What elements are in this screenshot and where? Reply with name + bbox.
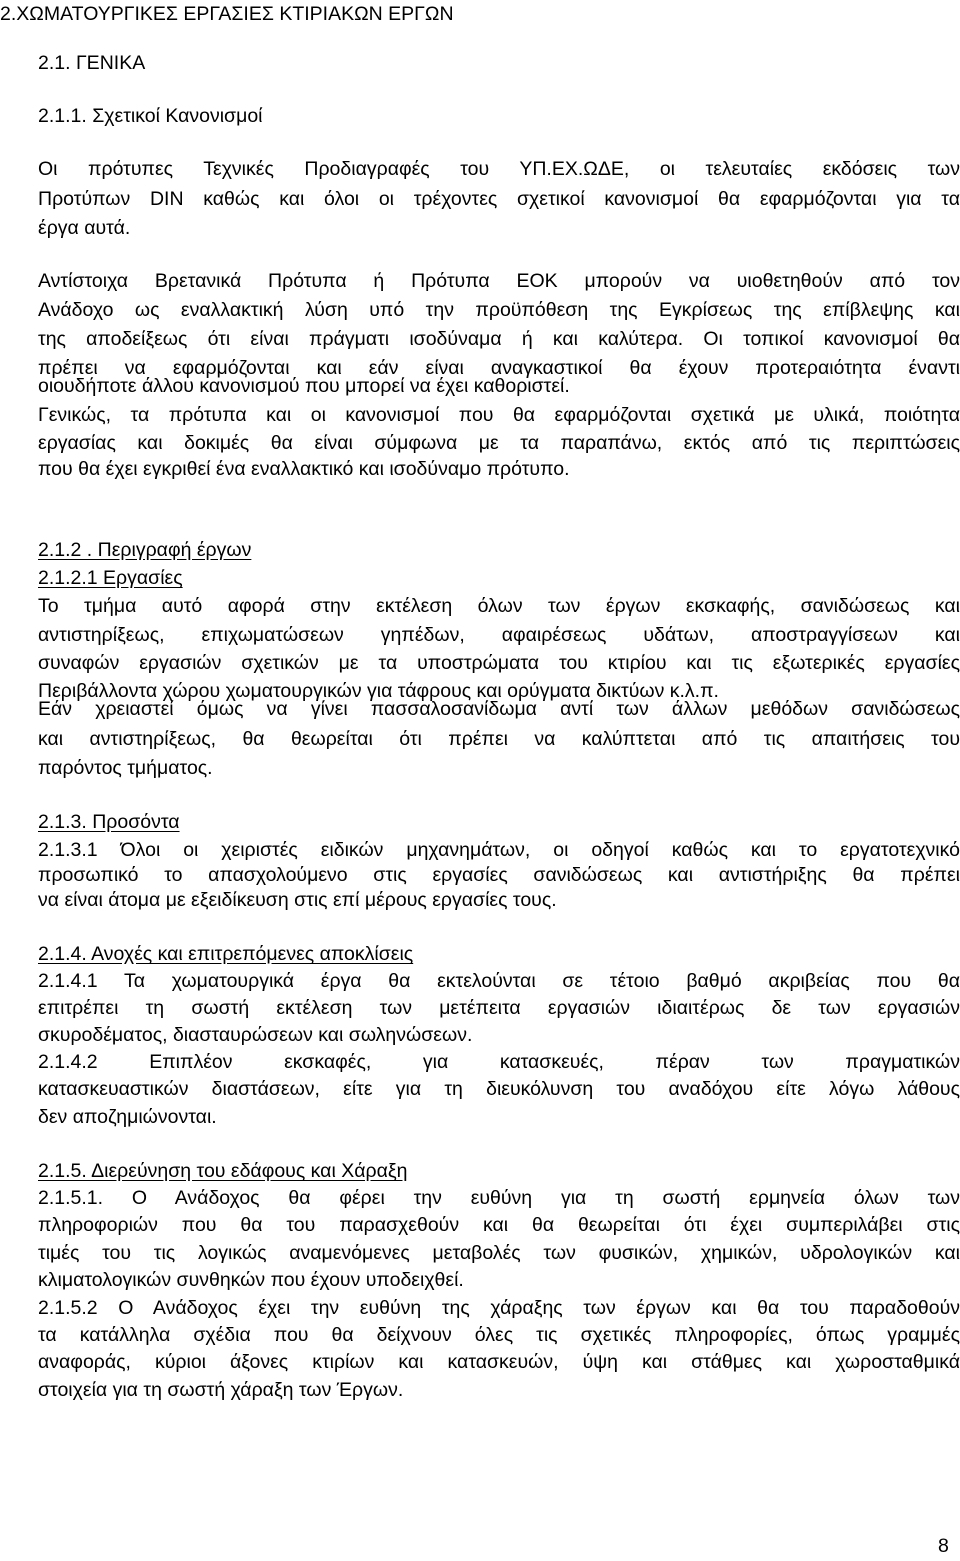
body-line: αναφοράς, κύριοι άξονες κτιρίων και κατασκευών, ύψη και στάθμες και χωροσταθμικά bbox=[38, 1351, 960, 1373]
body-line: παρόντος τμήματος. bbox=[38, 757, 213, 779]
body-line: Αντίστοιχα Βρετανικά Πρότυπα ή Πρότυπα ΕΟΚ μπορούν να υιοθετηθούν από τον bbox=[38, 270, 960, 292]
subsection-heading: 2.1.2 . Περιγραφή έργων bbox=[38, 539, 252, 561]
body-line: τιμές του τις λογικώς αναμενόμενες μεταβολές των φυσικών, χημικών, υδρολογικών και bbox=[38, 1242, 960, 1264]
body-line: 2.1.5.2 Ο Ανάδοχος έχει την ευθύνη της χάραξης των έργων και θα του παραδοθούν bbox=[38, 1297, 960, 1319]
body-line: στοιχεία για τη σωστή χάραξη των Έργων. bbox=[38, 1379, 404, 1401]
subsection-heading: 2.1.5. Διερεύνηση του εδάφους και Χάραξη bbox=[38, 1160, 408, 1182]
subsection-heading: 2.1.3. Προσόντα bbox=[38, 811, 180, 833]
body-line: οιουδήποτε άλλου κανονισμού που μπορεί να έχει καθοριστεί. bbox=[38, 375, 570, 397]
body-line: Ανάδοχο ως εναλλακτική λύση υπό την προϋπόθεση της Εγκρίσεως της επίβλεψης και bbox=[38, 299, 960, 321]
subsection-heading: 2.1.1. Σχετικοί Κανονισμοί bbox=[38, 105, 263, 127]
body-line: που θα έχει εγκριθεί ένα εναλλακτικό και ισοδύναμο πρότυπο. bbox=[38, 458, 570, 480]
subsection-heading: 2.1. ΓΕΝΙΚΑ bbox=[38, 52, 146, 74]
body-line: Περιβάλλοντα χώρου χωματουργικών για τάφρους και ορύγματα δικτύων κ.λ.π. bbox=[38, 680, 719, 702]
body-line: προσωπικό το απασχολούμενο στις εργασίες σανιδώσεως και αντιστήριξης θα πρέπει bbox=[38, 864, 960, 886]
body-line: Γενικώς, τα πρότυπα και οι κανονισμοί που θα εφαρμόζονται σχετικά με υλικά, ποιότητα bbox=[38, 404, 960, 426]
subsection-heading: 2.1.4. Ανοχές και επιτρεπόμενες αποκλίσεις bbox=[38, 943, 414, 965]
body-line: αντιστηρίξεως, επιχωματώσεων γηπέδων, αφαιρέσεως υδάτων, αποστραγγίσεων και bbox=[38, 624, 960, 646]
body-line: 2.1.3.1 Όλοι οι χειριστές ειδικών μηχανημάτων, οι οδηγοί καθώς και το εργατοτεχνικό bbox=[38, 839, 960, 861]
body-line: Το τμήμα αυτό αφορά στην εκτέλεση όλων των έργων εκσκαφής, σανιδώσεως και bbox=[38, 595, 960, 617]
section-heading: 2.ΧΩΜΑΤΟΥΡΓΙΚΕΣ ΕΡΓΑΣΙΕΣ ΚΤΙΡΙΑΚΩΝ ΕΡΓΩΝ bbox=[0, 3, 454, 25]
body-line: κατασκευαστικών διαστάσεων, είτε για τη διευκόλυνση του αναδόχου είτε λόγω λάθους bbox=[38, 1078, 960, 1100]
subsection-heading: 2.1.2.1 Εργασίες bbox=[38, 567, 183, 589]
body-line: επιτρέπει τη σωστή εκτέλεση των μετέπειτα εργασιών ιδιαιτέρως δε των εργασιών bbox=[38, 997, 960, 1019]
body-line: πληροφοριών που θα του παρασχεθούν και θα θεωρείται ότι έχει συμπεριλάβει στις bbox=[38, 1214, 960, 1236]
body-line: 2.1.4.2 Επιπλέον εκσκαφές, για κατασκευές, πέραν των πραγματικών bbox=[38, 1051, 960, 1073]
body-line: Οι πρότυπες Τεχνικές Προδιαγραφές του ΥΠ.ΕΧ.ΩΔΕ, οι τελευταίες εκδόσεις των bbox=[38, 158, 960, 180]
page-number: 8 bbox=[938, 1535, 949, 1557]
body-line: κλιματολογικών συνθηκών που έχουν υποδειχθεί. bbox=[38, 1269, 464, 1291]
body-line: συναφών εργασιών σχετικών με τα υποστρώματα του κτιρίου και τις εξωτερικές εργασίες bbox=[38, 652, 960, 674]
body-line: της αποδείξεως ότι είναι πράγματι ισοδύναμα ή και καλύτερα. Οι τοπικοί κανονισμοί θα bbox=[38, 328, 960, 350]
body-line: Προτύπων DIN καθώς και όλοι οι τρέχοντες σχετικοί κανονισμοί θα εφαρμόζονται για τα bbox=[38, 188, 960, 210]
body-line: σκυροδέματος, διασταυρώσεων και σωληνώσεων. bbox=[38, 1024, 473, 1046]
body-line: εργασίας και δοκιμές θα είναι σύμφωνα με τα παραπάνω, εκτός από τις περιπτώσεις bbox=[38, 432, 960, 454]
body-line: να είναι άτομα με εξειδίκευση στις επί μέρους εργασίες τους. bbox=[38, 889, 557, 911]
body-line: Εάν χρειαστεί όμως να γίνει πασσαλοσανίδωμα αντί των άλλων μεθόδων σανιδώσεως bbox=[38, 698, 960, 720]
body-line: 2.1.4.1 Τα χωματουργικά έργα θα εκτελούνται σε τέτοιο βαθμό ακριβείας που θα bbox=[38, 970, 960, 992]
body-line: έργα αυτά. bbox=[38, 217, 131, 239]
body-line: 2.1.5.1. Ο Ανάδοχος θα φέρει την ευθύνη για τη σωστή ερμηνεία όλων των bbox=[38, 1187, 960, 1209]
body-line: πρέπει να εφαρμόζονται και εάν είναι αναγκαστικοί θα έχουν προτεραιότητα έναντι bbox=[38, 357, 960, 379]
body-line: τα κατάλληλα σχέδια που θα δείχνουν όλες τις σχετικές πληροφορίες, όπως γραμμές bbox=[38, 1324, 960, 1346]
body-line: δεν αποζημιώνονται. bbox=[38, 1106, 217, 1128]
body-line: και αντιστηρίξεως, θα θεωρείται ότι πρέπει να καλύπτεται από τις απαιτήσεις του bbox=[38, 728, 960, 750]
